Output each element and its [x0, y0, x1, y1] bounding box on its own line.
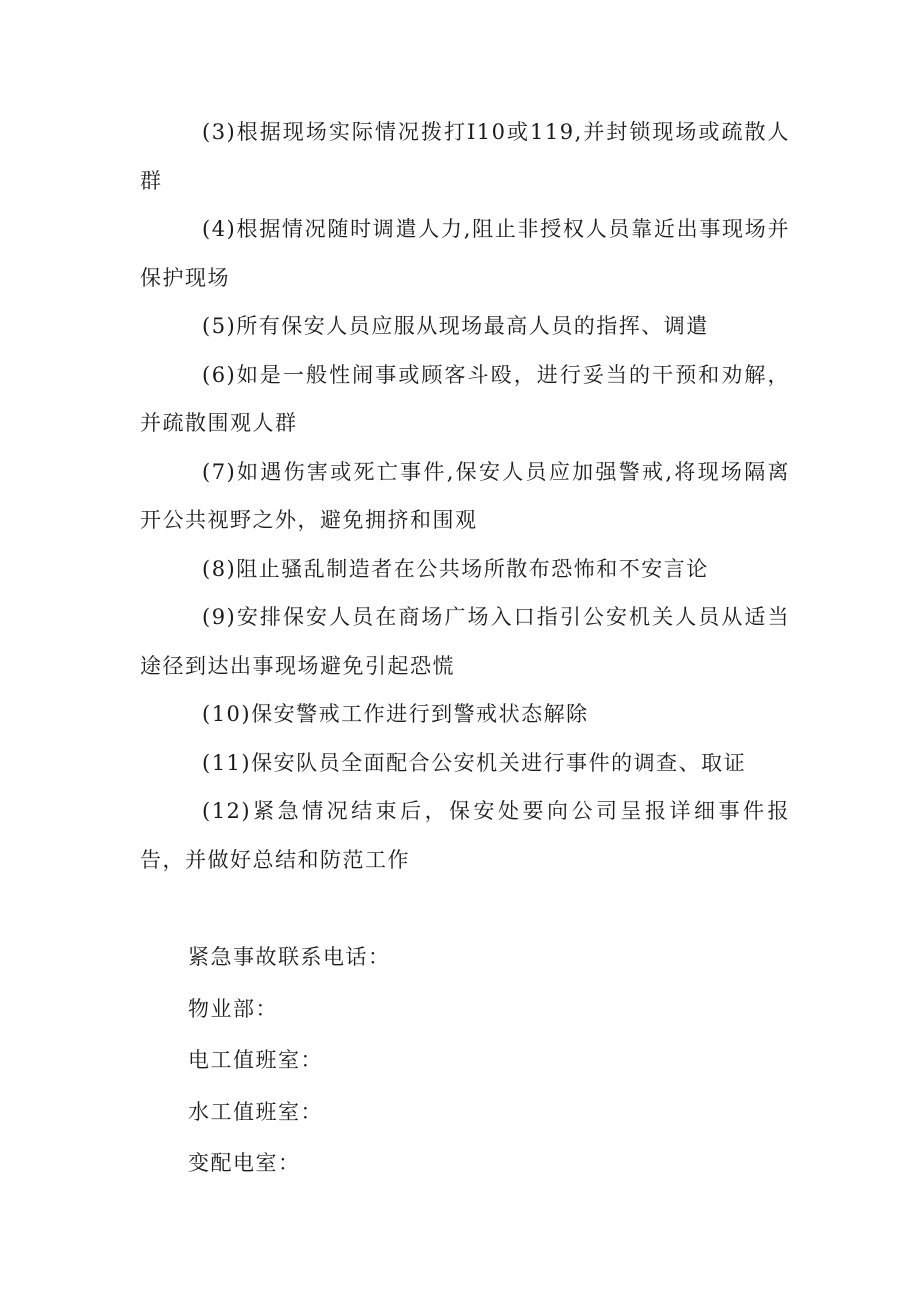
procedure-item-5: (5)所有保安人员应服从现场最高人员的指挥、调遣	[202, 314, 709, 338]
contact-substation-room: 变配电室：	[188, 1151, 301, 1175]
procedure-item-9: (9)安排保安人员在商场广场入口指引公安机关人员从适当途径到达出事现场避免引起恐慌	[140, 605, 790, 678]
contact-property-dept: 物业部：	[188, 996, 278, 1021]
procedure-item-4: (4)根据情况随时调遣人力,阻止非授权人员靠近出事现场并保护现场	[140, 217, 790, 290]
contact-electrician-room: 电工值班室：	[188, 1048, 323, 1072]
procedure-item-8: (8)阻止骚乱制造者在公共场所散布恐怖和不安言论	[202, 556, 709, 581]
contact-plumber-room: 水工值班室：	[188, 1099, 323, 1124]
procedure-item-7: (7)如遇伤害或死亡事件,保安人员应加强警戒,将现场隔离开公共视野之外，避免拥挤和围观	[140, 459, 790, 532]
procedure-item-12: (12)紧急情况结束后，保安处要向公司呈报详细事件报告，并做好总结和防范工作	[140, 799, 790, 872]
contacts-heading: 紧急事故联系电话：	[188, 945, 391, 969]
procedure-list	[140, 108, 790, 884]
procedure-item-3: (3)根据现场实际情况拨打I10或119,并封锁现场或疏散人群	[140, 120, 790, 193]
procedure-item-11: (11)保安队员全面配合公安机关进行事件的调查、取证	[202, 750, 747, 775]
procedure-item-6: (6)如是一般性闹事或顾客斗殴，进行妥当的干预和劝解，并疏散围观人群	[140, 362, 790, 435]
procedure-item-10: (10)保安警戒工作进行到警戒状态解除	[202, 702, 589, 726]
emergency-contacts	[188, 932, 788, 1190]
